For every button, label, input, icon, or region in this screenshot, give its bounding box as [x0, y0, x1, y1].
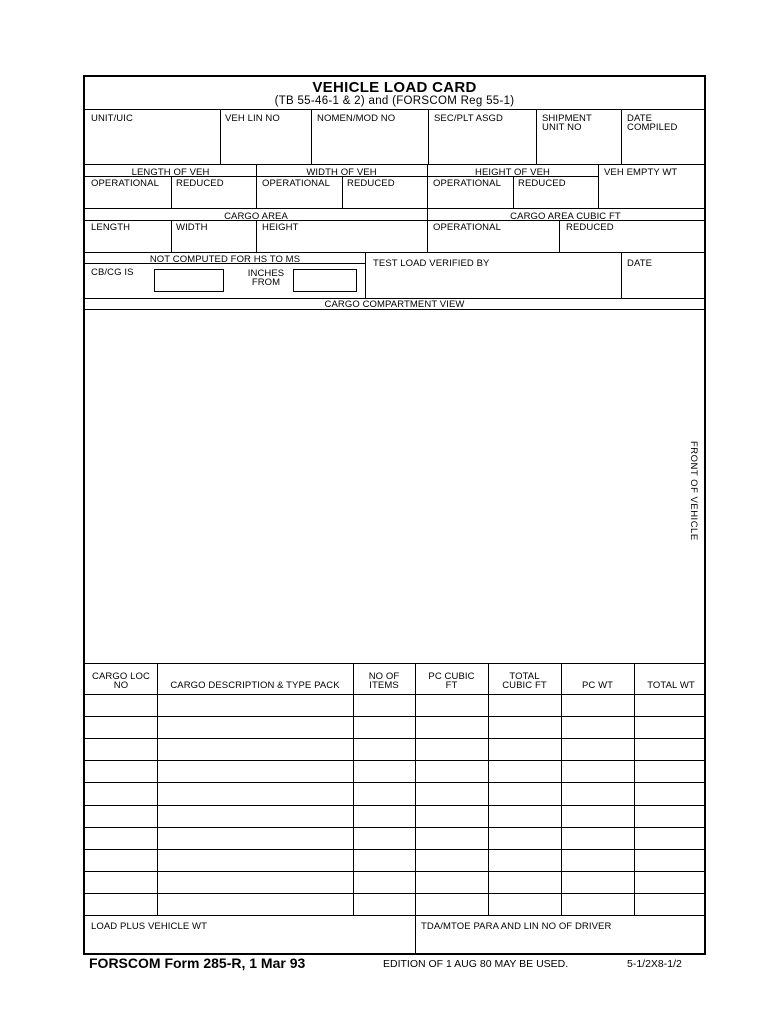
length-operational-field[interactable]	[87, 189, 169, 207]
divider	[427, 208, 428, 252]
total-cubic-ft-header: TOTAL CUBIC FT	[502, 671, 547, 691]
test-load-verified-by-label: TEST LOAD VERIFIED BY	[373, 258, 490, 269]
total-cubic-ft-cell[interactable]	[489, 894, 560, 914]
cargo-description-cell[interactable]	[158, 894, 352, 914]
cargo-loc-no-header: CARGO LOC NO	[92, 671, 150, 691]
pc-cubic-ft-cell[interactable]	[416, 783, 487, 803]
cargo-width-label: WIDTH	[176, 222, 208, 233]
cbcg-inches-input[interactable]	[154, 269, 224, 292]
no-of-items-cell[interactable]	[354, 850, 414, 870]
row-divider	[85, 716, 704, 717]
divider	[85, 164, 704, 165]
total-wt-cell[interactable]	[635, 894, 703, 914]
cbcg-reference-input[interactable]	[293, 269, 357, 292]
cargo-loc-no-cell[interactable]	[86, 828, 156, 848]
table-row	[85, 782, 704, 804]
cargo-loc-no-cell[interactable]	[86, 695, 156, 715]
total-wt-cell[interactable]	[635, 783, 703, 803]
table-row	[85, 760, 704, 782]
pc-cubic-ft-cell[interactable]	[416, 761, 487, 781]
cargo-description-cell[interactable]	[158, 850, 352, 870]
divider	[598, 164, 599, 208]
cubic-reduced-label: REDUCED	[566, 222, 614, 233]
cargo-description-cell[interactable]	[158, 828, 352, 848]
height-reduced-label: REDUCED	[518, 178, 566, 189]
length-operational-label: OPERATIONAL	[91, 178, 159, 189]
table-row	[85, 716, 704, 738]
cargo-area-cubic-ft-label: CARGO AREA CUBIC FT	[510, 211, 621, 222]
cargo-loc-no-cell[interactable]	[86, 783, 156, 803]
pc-wt-cell[interactable]	[562, 850, 633, 870]
total-wt-cell[interactable]	[635, 828, 703, 848]
veh-lin-no-field[interactable]	[222, 135, 308, 162]
pc-cubic-ft-cell[interactable]	[416, 828, 487, 848]
width-operational-field[interactable]	[258, 189, 340, 207]
total-wt-cell[interactable]	[635, 739, 703, 759]
divider	[428, 109, 429, 164]
table-row	[85, 805, 704, 827]
divider	[311, 109, 312, 164]
width-reduced-label: REDUCED	[347, 178, 395, 189]
no-of-items-cell[interactable]	[354, 739, 414, 759]
cargo-description-cell[interactable]	[158, 872, 352, 892]
pc-wt-cell[interactable]	[562, 717, 633, 737]
table-row	[85, 827, 704, 849]
cargo-width-field[interactable]	[173, 233, 254, 251]
no-of-items-cell[interactable]	[354, 783, 414, 803]
divider	[85, 109, 704, 110]
tda-mtoe-label: TDA/MTOE PARA AND LIN NO OF DRIVER	[421, 921, 612, 932]
date-compiled-label: DATE COMPILED	[627, 113, 678, 133]
no-of-items-cell[interactable]	[354, 717, 414, 737]
cargo-area-label: CARGO AREA	[224, 211, 288, 222]
form-number: FORSCOM Form 285-R, 1 Mar 93	[89, 955, 306, 971]
pc-wt-header: PC WT	[581, 680, 614, 691]
unit-uic-field[interactable]	[87, 135, 217, 162]
divider	[220, 109, 221, 164]
not-computed-label: NOT COMPUTED FOR HS TO MS	[149, 254, 301, 265]
cargo-height-label: HEIGHT	[262, 222, 299, 233]
row-divider	[85, 738, 704, 739]
table-row	[85, 738, 704, 760]
total-wt-cell[interactable]	[635, 806, 703, 826]
form-subtitle: (TB 55-46-1 & 2) and (FORSCOM Reg 55-1)	[274, 95, 515, 107]
divider	[621, 109, 622, 164]
divider	[85, 208, 704, 209]
vehicle-load-card-form	[83, 75, 706, 955]
cargo-length-label: LENGTH	[91, 222, 131, 233]
total-cubic-ft-cell[interactable]	[489, 783, 560, 803]
total-cubic-ft-cell[interactable]	[489, 806, 560, 826]
cubic-operational-label: OPERATIONAL	[433, 222, 501, 233]
page-size-code: 5-1/2X8-1/2	[627, 958, 682, 970]
shipment-unit-no-label: SHIPMENT UNIT NO	[542, 113, 592, 133]
table-row	[85, 893, 704, 915]
divider	[171, 220, 172, 252]
length-of-veh-label: LENGTH OF VEH	[131, 167, 210, 178]
row-divider	[85, 893, 704, 894]
cargo-description-cell[interactable]	[158, 806, 352, 826]
cargo-loc-no-cell[interactable]	[86, 717, 156, 737]
load-plus-vehicle-wt-field[interactable]	[87, 933, 412, 953]
test-date-label: DATE	[627, 258, 653, 269]
row-divider	[85, 760, 704, 761]
cargo-loc-no-cell[interactable]	[86, 761, 156, 781]
cargo-loc-no-cell[interactable]	[86, 806, 156, 826]
cargo-description-cell[interactable]	[158, 717, 352, 737]
total-cubic-ft-cell[interactable]	[489, 850, 560, 870]
pc-wt-cell[interactable]	[562, 828, 633, 848]
height-operational-label: OPERATIONAL	[433, 178, 501, 189]
height-operational-field[interactable]	[429, 189, 511, 207]
cargo-length-field[interactable]	[87, 233, 169, 251]
pc-cubic-ft-cell[interactable]	[416, 894, 487, 914]
cargo-description-cell[interactable]	[158, 695, 352, 715]
no-of-items-cell[interactable]	[354, 761, 414, 781]
divider	[427, 164, 428, 208]
cargo-description-cell[interactable]	[158, 739, 352, 759]
no-of-items-cell[interactable]	[354, 806, 414, 826]
cargo-loc-no-cell[interactable]	[86, 850, 156, 870]
divider	[85, 309, 704, 310]
veh-empty-wt-label: VEH EMPTY WT	[604, 167, 678, 178]
pc-wt-cell[interactable]	[562, 894, 633, 914]
cargo-description-header: CARGO DESCRIPTION & TYPE PACK	[170, 680, 340, 691]
divider	[365, 252, 366, 298]
pc-wt-cell[interactable]	[562, 872, 633, 892]
divider	[85, 263, 365, 264]
table-row	[85, 849, 704, 871]
divider	[415, 915, 416, 955]
divider	[559, 220, 560, 252]
cargo-loc-no-cell[interactable]	[86, 872, 156, 892]
total-cubic-ft-cell[interactable]	[489, 828, 560, 848]
row-divider	[85, 782, 704, 783]
row-divider	[85, 827, 704, 828]
form-title: VEHICLE LOAD CARD	[312, 79, 477, 96]
cargo-compartment-view-label: CARGO COMPARTMENT VIEW	[324, 299, 465, 310]
no-of-items-header: NO OF ITEMS	[368, 671, 400, 691]
row-divider	[85, 849, 704, 850]
pc-wt-cell[interactable]	[562, 695, 633, 715]
shipment-unit-no-field[interactable]	[538, 135, 618, 162]
pc-cubic-ft-cell[interactable]	[416, 717, 487, 737]
total-cubic-ft-cell[interactable]	[489, 695, 560, 715]
pc-wt-cell[interactable]	[562, 761, 633, 781]
load-plus-vehicle-wt-label: LOAD PLUS VEHICLE WT	[91, 921, 208, 932]
front-of-vehicle-label: FRONT OF VEHICLE	[688, 441, 699, 541]
cargo-loc-no-cell[interactable]	[86, 739, 156, 759]
divider	[171, 176, 172, 208]
divider	[621, 252, 622, 298]
cargo-description-cell[interactable]	[158, 783, 352, 803]
veh-empty-wt-field[interactable]	[600, 181, 704, 207]
width-of-veh-label: WIDTH OF VEH	[306, 167, 377, 178]
sec-plt-asgd-field[interactable]	[430, 135, 533, 162]
cbcg-is-label: CB/CG IS	[91, 267, 134, 278]
cargo-description-cell[interactable]	[158, 761, 352, 781]
height-of-veh-label: HEIGHT OF VEH	[474, 167, 551, 178]
total-wt-cell[interactable]	[635, 761, 703, 781]
length-reduced-label: REDUCED	[176, 178, 224, 189]
divider	[256, 164, 257, 208]
pc-cubic-ft-header: PC CUBIC FT	[428, 671, 475, 691]
nomen-mod-no-field[interactable]	[313, 135, 425, 162]
divider	[85, 252, 704, 253]
total-cubic-ft-cell[interactable]	[489, 739, 560, 759]
total-wt-cell[interactable]	[635, 717, 703, 737]
length-reduced-field[interactable]	[173, 189, 254, 207]
test-date-field[interactable]	[623, 271, 703, 296]
no-of-items-cell[interactable]	[354, 828, 414, 848]
cubic-operational-field[interactable]	[429, 233, 557, 251]
table-row	[85, 694, 704, 716]
unit-uic-label: UNIT/UIC	[91, 113, 133, 124]
divider	[85, 220, 704, 221]
total-wt-header: TOTAL WT	[647, 680, 695, 691]
no-of-items-cell[interactable]	[354, 894, 414, 914]
cargo-loc-no-cell[interactable]	[86, 894, 156, 914]
divider	[536, 109, 537, 164]
sec-plt-asgd-label: SEC/PLT ASGD	[434, 113, 503, 124]
table-row	[85, 871, 704, 893]
no-of-items-cell[interactable]	[354, 695, 414, 715]
pc-cubic-ft-cell[interactable]	[416, 850, 487, 870]
pc-cubic-ft-cell[interactable]	[416, 739, 487, 759]
cubic-reduced-field[interactable]	[561, 233, 704, 251]
total-wt-cell[interactable]	[635, 695, 703, 715]
row-divider	[85, 805, 704, 806]
total-wt-cell[interactable]	[635, 872, 703, 892]
pc-cubic-ft-cell[interactable]	[416, 806, 487, 826]
cargo-compartment-drawing-area[interactable]	[87, 311, 677, 663]
nomen-mod-no-label: NOMEN/MOD NO	[317, 113, 396, 124]
pc-wt-cell[interactable]	[562, 739, 633, 759]
divider	[513, 176, 514, 208]
edition-note: EDITION OF 1 AUG 80 MAY BE USED.	[383, 958, 569, 970]
divider	[85, 915, 704, 916]
width-reduced-field[interactable]	[344, 189, 425, 207]
cargo-height-field[interactable]	[258, 233, 425, 251]
total-cubic-ft-cell[interactable]	[489, 761, 560, 781]
pc-wt-cell[interactable]	[562, 806, 633, 826]
total-cubic-ft-cell[interactable]	[489, 717, 560, 737]
divider	[85, 663, 704, 664]
width-operational-label: OPERATIONAL	[262, 178, 330, 189]
divider	[256, 220, 257, 252]
divider	[342, 176, 343, 208]
pc-wt-cell[interactable]	[562, 783, 633, 803]
veh-lin-no-label: VEH LIN NO	[225, 113, 280, 124]
row-divider	[85, 871, 704, 872]
test-load-verified-by-field[interactable]	[369, 271, 617, 296]
total-cubic-ft-cell[interactable]	[489, 872, 560, 892]
pc-cubic-ft-cell[interactable]	[416, 695, 487, 715]
total-wt-cell[interactable]	[635, 850, 703, 870]
no-of-items-cell[interactable]	[354, 872, 414, 892]
pc-cubic-ft-cell[interactable]	[416, 872, 487, 892]
date-compiled-field[interactable]	[623, 135, 703, 162]
inches-from-label: INCHES FROM	[247, 268, 285, 288]
height-reduced-field[interactable]	[515, 189, 596, 207]
tda-mtoe-field[interactable]	[417, 933, 705, 953]
